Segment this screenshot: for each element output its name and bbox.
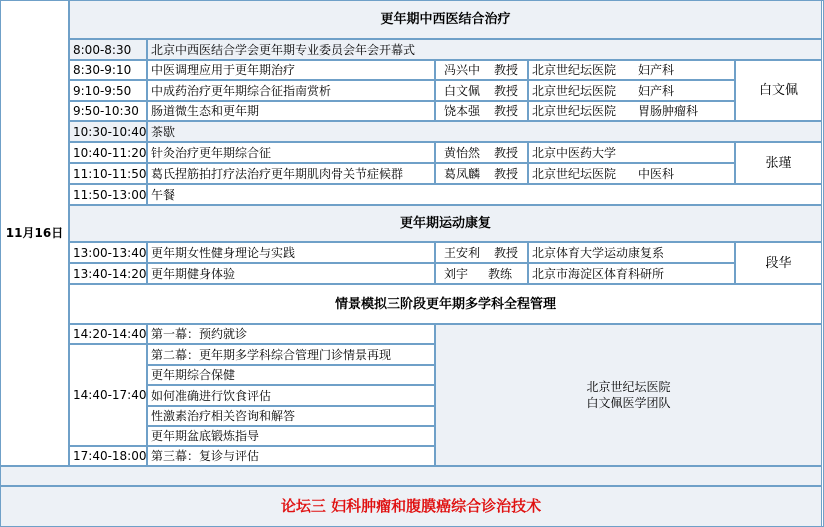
time-label: 17:40-18:00: [73, 449, 147, 463]
topic-cell: [147, 39, 822, 60]
org-cell: [528, 163, 735, 184]
chair-cell: [735, 242, 822, 284]
spacer-row: [0, 466, 822, 486]
org-cell: [528, 60, 735, 80]
topic-label: 第三幕：复诊与评估: [151, 449, 260, 463]
chair-cell: [735, 142, 822, 184]
topic-cell: [147, 263, 435, 284]
org-cell: [528, 242, 735, 263]
topic-cell: [147, 344, 435, 365]
time-cell: [69, 324, 147, 344]
time-label: 8:30-9:10: [73, 63, 132, 77]
date-cell: [0, 0, 69, 466]
chair-name: 白文佩: [758, 83, 798, 98]
speaker-cell: [435, 242, 528, 263]
org-dept: 中医科: [638, 166, 675, 181]
speaker-title: 教授: [494, 245, 519, 260]
time-label: 14:20-14:40: [73, 327, 147, 341]
topic-cell: [147, 184, 822, 205]
speaker-name: 刘宇: [444, 266, 469, 281]
time-cell: [69, 163, 147, 184]
topic-cell: [147, 101, 435, 121]
org-dept: 胃肠肿瘤科: [638, 104, 699, 118]
time-cell: [69, 101, 147, 121]
topic-cell: [147, 365, 435, 385]
topic-label: 针灸治疗更年期综合征: [151, 145, 272, 160]
org-name: 北京世纪坛医院: [532, 104, 617, 118]
time-label: 9:10-9:50: [73, 83, 132, 98]
chair-cell: [735, 60, 822, 121]
org-cell: [528, 80, 735, 101]
org-name: 北京世纪坛医院: [532, 83, 617, 98]
time-cell: [69, 184, 147, 205]
topic-label: 葛氏捏筋拍打疗法治疗更年期肌肉骨关节症候群: [151, 166, 404, 181]
org-dept: 妇产科: [638, 83, 675, 98]
time-cell: [69, 446, 147, 466]
topic-label: 肠道微生态和更年期: [151, 104, 260, 118]
speaker-title: 教练: [488, 266, 513, 281]
speaker-cell: [435, 101, 528, 121]
forum-title: [0, 486, 822, 527]
org-cell: [528, 101, 735, 121]
chair-name: 段华: [765, 255, 792, 271]
org-name: 北京市海淀区体育科研所: [532, 266, 665, 281]
topic-cell: [147, 142, 435, 163]
topic-cell: [147, 80, 435, 101]
speaker-name: 白文佩: [444, 83, 481, 98]
speaker-cell: [435, 163, 528, 184]
time-cell: [69, 60, 147, 80]
time-cell: [69, 80, 147, 101]
time-label: 13:40-14:20: [73, 266, 147, 281]
topic-cell: [147, 324, 435, 344]
topic-label: 午餐: [151, 187, 176, 202]
time-cell: [69, 142, 147, 163]
time-label: 11:50-13:00: [73, 187, 147, 202]
speaker-cell: [435, 263, 528, 284]
time-cell: [69, 344, 147, 446]
chair-name: 张瑾: [765, 155, 792, 171]
time-cell: [69, 263, 147, 284]
topic-cell: [147, 121, 822, 142]
section-title: 更年期运动康复: [399, 216, 491, 231]
section-header-tcm: [69, 0, 822, 39]
team-cell: [435, 324, 822, 466]
speaker-title: 教授: [494, 63, 519, 77]
topic-cell: [147, 60, 435, 80]
topic-label: 茶歇: [151, 124, 176, 139]
speaker-title: 教授: [494, 83, 519, 98]
time-label: 8:00-8:30: [73, 42, 132, 57]
org-cell: [528, 142, 735, 163]
topic-label: 如何准确进行饮食评估: [151, 388, 272, 403]
time-label: 13:00-13:40: [73, 245, 147, 260]
section-title: 情景模拟三阶段更年期多学科全程管理: [334, 296, 556, 312]
org-name: 北京世纪坛医院: [532, 166, 617, 181]
topic-cell: [147, 385, 435, 406]
speaker-cell: [435, 142, 528, 163]
speaker-title: 教授: [494, 145, 519, 160]
topic-label: 性激素治疗相关咨询和解答: [151, 409, 296, 423]
org-name: 北京体育大学运动康复系: [532, 245, 665, 260]
topic-cell: [147, 446, 435, 466]
section-header-mdt: [69, 284, 822, 324]
topic-cell: [147, 406, 435, 426]
speaker-name: 黄怡然: [444, 145, 481, 160]
topic-label: 中成药治疗更年期综合征指南赏析: [151, 83, 332, 98]
time-cell: [69, 242, 147, 263]
topic-cell: [147, 163, 435, 184]
speaker-cell: [435, 60, 528, 80]
org-dept: 妇产科: [638, 63, 675, 77]
team-name: 白文佩医学团队: [586, 396, 671, 410]
topic-label: 中医调理应用于更年期治疗: [151, 63, 296, 77]
time-cell: [69, 121, 147, 142]
topic-label: 第一幕：预约就诊: [151, 327, 248, 341]
topic-label: 更年期女性健身理论与实践: [151, 245, 296, 260]
speaker-cell: [435, 80, 528, 101]
topic-label: 第二幕：更年期多学科综合管理门诊情景再现: [151, 347, 392, 362]
speaker-title: 教授: [494, 104, 519, 118]
time-label: 10:30-10:40: [73, 124, 147, 139]
speaker-name: 王安利: [444, 245, 481, 260]
section-title: 更年期中西医结合治疗: [380, 12, 511, 27]
topic-cell: [147, 426, 435, 446]
time-label: 14:40-17:40: [73, 388, 147, 402]
topic-label: 北京中西医结合学会更年期专业委员会年会开幕式: [151, 42, 416, 57]
time-cell: [69, 39, 147, 60]
forum-title-text: 论坛三 妇科肿瘤和腹膜癌综合诊治技术: [280, 497, 542, 515]
org-name: 北京中医药大学: [532, 145, 617, 160]
org-cell: [528, 263, 735, 284]
date-label: 11月16日: [5, 226, 64, 240]
topic-label: 更年期综合保健: [151, 368, 236, 382]
speaker-title: 教授: [494, 166, 519, 181]
org-name: 北京世纪坛医院: [532, 63, 617, 77]
topic-label: 更年期健身体验: [151, 266, 236, 281]
time-label: 9:50-10:30: [73, 104, 139, 118]
speaker-name: 饶本强: [444, 104, 481, 118]
speaker-name: 葛凤麟: [444, 166, 481, 181]
time-label: 11:10-11:50: [73, 166, 147, 181]
time-label: 10:40-11:20: [73, 145, 147, 160]
topic-cell: [147, 242, 435, 263]
team-org: 北京世纪坛医院: [586, 380, 671, 394]
topic-label: 更年期盆底锻炼指导: [151, 429, 260, 443]
section-header-exercise: [69, 205, 822, 242]
speaker-name: 冯兴中: [444, 63, 481, 77]
